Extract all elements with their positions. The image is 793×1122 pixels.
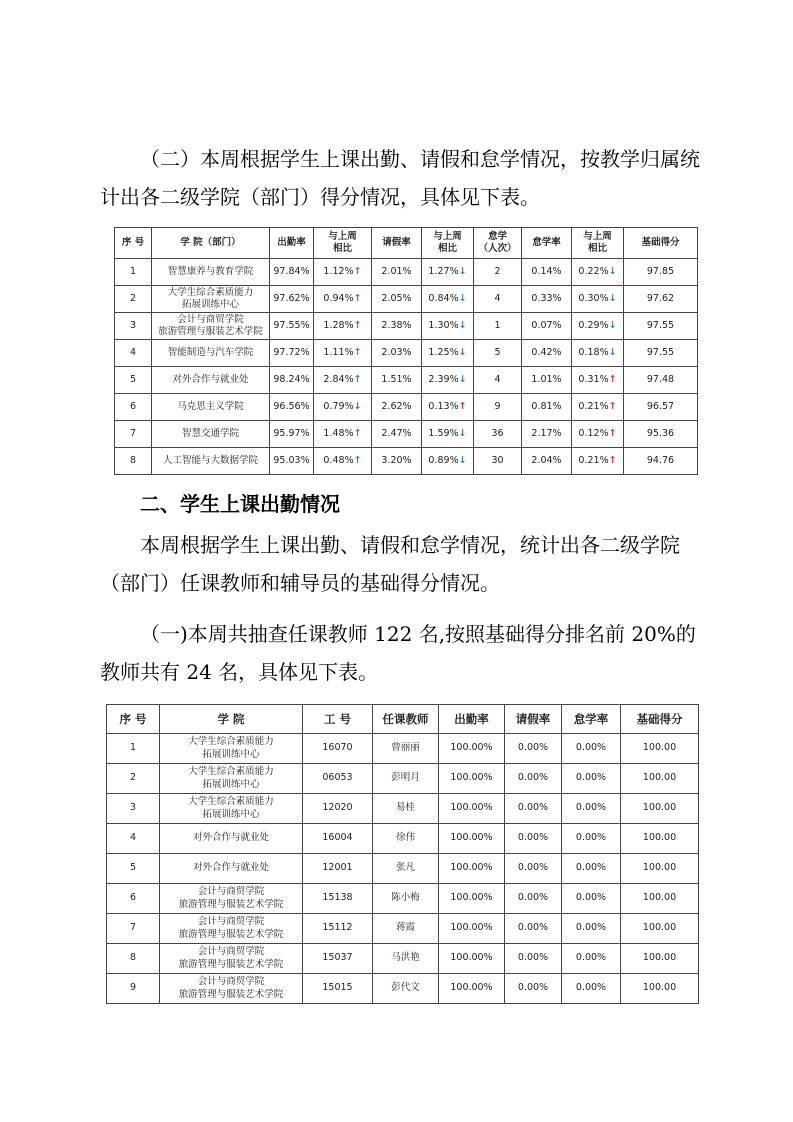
cell-college: 会计与商贸学院 旅游管理与服装艺术学院 [160, 914, 303, 944]
change-value: 0.13% [428, 400, 459, 412]
change-value: 0.89% [428, 454, 459, 466]
cell-truancy: 0.00% [562, 854, 621, 884]
table-row [107, 854, 699, 884]
header-cell: 怠学率 [522, 228, 572, 259]
arrow-up-icon: ↑ [608, 400, 617, 412]
cell-id: 15138 [303, 884, 373, 914]
cell-truancy: 2 [474, 259, 522, 286]
cell-att_change [314, 340, 372, 367]
cell-leave: 0.00% [505, 824, 562, 854]
cell-teacher: 陈小梅 [373, 884, 439, 914]
cell-id: 16070 [303, 734, 373, 764]
cell-teacher: 张凡 [373, 854, 439, 884]
cell-score: 97.62 [624, 286, 698, 313]
cell-leave_change [422, 313, 474, 340]
cell-score: 100.00 [621, 914, 699, 944]
cell-teacher: 马洪艳 [373, 944, 439, 974]
header-cell: 怠学率 [562, 705, 621, 734]
cell-no: 4 [115, 340, 152, 367]
header-cell: 与上周 相比 [314, 228, 372, 259]
cell-attendance: 100.00% [439, 914, 505, 944]
cell-teacher: 彭明月 [373, 764, 439, 794]
cell-no: 8 [115, 448, 152, 475]
cell-leave_change [422, 367, 474, 394]
cell-college: 会计与商贸学院 旅游管理与服装艺术学院 [160, 974, 303, 1004]
cell-tr_change [572, 340, 624, 367]
table-row [107, 944, 699, 974]
cell-att_change [314, 367, 372, 394]
cell-leave_change [422, 340, 474, 367]
cell-truancy: 0.00% [562, 824, 621, 854]
cell-truancy_rate: 0.81% [522, 394, 572, 421]
cell-college: 会计与商贸学院 旅游管理与服装艺术学院 [152, 313, 270, 340]
cell-att_change [314, 448, 372, 475]
cell-leave: 0.00% [505, 914, 562, 944]
change-value: 0.31% [578, 373, 609, 385]
cell-no: 8 [107, 944, 160, 974]
cell-leave: 0.00% [505, 974, 562, 1004]
arrow-up-icon: ↑ [353, 319, 362, 331]
arrow-up-icon: ↑ [353, 265, 362, 277]
change-value: 0.12% [578, 427, 609, 439]
change-value: 0.18% [578, 346, 609, 358]
change-value: 1.59% [428, 427, 459, 439]
cell-truancy_rate: 0.07% [522, 313, 572, 340]
cell-leave_change [422, 448, 474, 475]
cell-leave: 1.51% [372, 367, 422, 394]
cell-leave: 0.00% [505, 884, 562, 914]
cell-score: 97.55 [624, 313, 698, 340]
cell-leave: 0.00% [505, 764, 562, 794]
college-score-table [114, 227, 698, 475]
change-value: 0.22% [578, 265, 609, 277]
header-cell: 请假率 [505, 705, 562, 734]
cell-attendance: 100.00% [439, 764, 505, 794]
header-cell: 序 号 [115, 228, 152, 259]
arrow-down-icon: ↓ [458, 319, 467, 331]
arrow-down-icon: ↓ [608, 319, 617, 331]
cell-att_change [314, 286, 372, 313]
teacher-summary-paragraph: （一)本周共抽查任课教师 122 名,按照基础得分排名前 20%的教师共有 24 名，具体见下表。 [100, 622, 696, 684]
cell-score: 100.00 [621, 974, 699, 1004]
cell-truancy: 5 [474, 340, 522, 367]
change-value: 0.21% [578, 400, 609, 412]
arrow-up-icon: ↑ [608, 373, 617, 385]
cell-score: 95.36 [624, 421, 698, 448]
cell-truancy_rate: 2.04% [522, 448, 572, 475]
cell-leave: 0.00% [505, 854, 562, 884]
cell-truancy: 0.00% [562, 764, 621, 794]
cell-truancy_rate: 2.17% [522, 421, 572, 448]
cell-teacher: 曾丽丽 [373, 734, 439, 764]
table-row [107, 914, 699, 944]
cell-truancy: 0.00% [562, 884, 621, 914]
change-value: 1.11% [323, 346, 354, 358]
change-value: 0.21% [578, 454, 609, 466]
cell-no: 7 [115, 421, 152, 448]
cell-college: 大学生综合素质能力 拓展训练中心 [160, 764, 303, 794]
table-row [115, 394, 698, 421]
arrow-up-icon: ↑ [608, 454, 617, 466]
cell-attendance: 100.00% [439, 854, 505, 884]
table-header-row [115, 228, 698, 259]
cell-tr_change [572, 313, 624, 340]
cell-truancy: 0.00% [562, 974, 621, 1004]
cell-truancy: 4 [474, 367, 522, 394]
cell-leave_change [422, 421, 474, 448]
table-row [115, 448, 698, 475]
cell-tr_change [572, 259, 624, 286]
table-row [107, 794, 699, 824]
change-value: 1.48% [323, 427, 354, 439]
cell-score: 100.00 [621, 764, 699, 794]
cell-no: 6 [115, 394, 152, 421]
cell-college: 马克思主义学院 [152, 394, 270, 421]
cell-truancy: 0.00% [562, 734, 621, 764]
cell-id: 15015 [303, 974, 373, 1004]
cell-college: 智慧交通学院 [152, 421, 270, 448]
header-cell: 与上周 相比 [572, 228, 624, 259]
cell-attendance: 96.56% [270, 394, 314, 421]
cell-college: 会计与商贸学院 旅游管理与服装艺术学院 [160, 884, 303, 914]
arrow-up-icon: ↑ [353, 373, 362, 385]
cell-college: 智能制造与汽车学院 [152, 340, 270, 367]
cell-tr_change [572, 367, 624, 394]
cell-score: 94.76 [624, 448, 698, 475]
cell-no: 2 [115, 286, 152, 313]
cell-id: 12020 [303, 794, 373, 824]
cell-score: 96.57 [624, 394, 698, 421]
cell-id: 12001 [303, 854, 373, 884]
header-cell: 学 院 [160, 705, 303, 734]
arrow-down-icon: ↓ [458, 427, 467, 439]
cell-no: 5 [107, 854, 160, 884]
cell-att_change [314, 394, 372, 421]
arrow-down-icon: ↓ [608, 292, 617, 304]
table-row [115, 259, 698, 286]
cell-score: 100.00 [621, 854, 699, 884]
change-value: 2.39% [428, 373, 459, 385]
header-cell: 工 号 [303, 705, 373, 734]
arrow-up-icon: ↑ [608, 427, 617, 439]
change-value: 1.27% [428, 265, 459, 277]
cell-truancy: 0.00% [562, 914, 621, 944]
cell-truancy: 4 [474, 286, 522, 313]
table-row [107, 974, 699, 1004]
cell-no: 2 [107, 764, 160, 794]
cell-score: 100.00 [621, 884, 699, 914]
cell-truancy_rate: 0.33% [522, 286, 572, 313]
table-row [107, 884, 699, 914]
cell-college: 大学生综合素质能力 拓展训练中心 [152, 286, 270, 313]
cell-tr_change [572, 421, 624, 448]
cell-truancy_rate: 1.01% [522, 367, 572, 394]
header-cell: 基础得分 [624, 228, 698, 259]
arrow-up-icon: ↑ [353, 427, 362, 439]
cell-attendance: 95.03% [270, 448, 314, 475]
header-cell: 基础得分 [621, 705, 699, 734]
cell-score: 97.48 [624, 367, 698, 394]
cell-no: 7 [107, 914, 160, 944]
cell-leave_change [422, 286, 474, 313]
cell-truancy: 30 [474, 448, 522, 475]
cell-college: 对外合作与就业处 [160, 824, 303, 854]
cell-score: 100.00 [621, 824, 699, 854]
header-cell: 出勤率 [439, 705, 505, 734]
change-value: 0.94% [323, 292, 354, 304]
header-cell: 与上周 相比 [422, 228, 474, 259]
cell-no: 6 [107, 884, 160, 914]
cell-teacher: 易桂 [373, 794, 439, 824]
cell-id: 16004 [303, 824, 373, 854]
change-value: 0.48% [323, 454, 354, 466]
arrow-down-icon: ↓ [353, 400, 362, 412]
cell-attendance: 100.00% [439, 944, 505, 974]
cell-attendance: 100.00% [439, 974, 505, 1004]
cell-truancy: 1 [474, 313, 522, 340]
cell-no: 1 [115, 259, 152, 286]
cell-college: 对外合作与就业处 [160, 854, 303, 884]
cell-attendance: 97.84% [270, 259, 314, 286]
cell-leave: 2.03% [372, 340, 422, 367]
cell-no: 4 [107, 824, 160, 854]
arrow-down-icon: ↓ [458, 292, 467, 304]
cell-truancy: 9 [474, 394, 522, 421]
cell-leave_change [422, 259, 474, 286]
arrow-down-icon: ↓ [458, 373, 467, 385]
table-row [115, 313, 698, 340]
cell-teacher: 蒋霞 [373, 914, 439, 944]
change-value: 0.84% [428, 292, 459, 304]
cell-teacher: 彭代文 [373, 974, 439, 1004]
section-heading: 二、学生上课出勤情况 [140, 492, 340, 516]
cell-leave: 0.00% [505, 794, 562, 824]
cell-no: 5 [115, 367, 152, 394]
cell-attendance: 97.72% [270, 340, 314, 367]
cell-college: 会计与商贸学院 旅游管理与服装艺术学院 [160, 944, 303, 974]
table-row [115, 340, 698, 367]
table-header-row [107, 705, 699, 734]
table-row [107, 734, 699, 764]
change-value: 1.25% [428, 346, 459, 358]
cell-att_change [314, 313, 372, 340]
cell-attendance: 97.55% [270, 313, 314, 340]
cell-truancy_rate: 0.42% [522, 340, 572, 367]
summary-paragraph: 本周根据学生上课出勤、请假和怠学情况，统计出各二级学院（部门）任课教师和辅导员的基础得分情况。 [100, 533, 680, 595]
cell-attendance: 100.00% [439, 824, 505, 854]
cell-college: 大学生综合素质能力 拓展训练中心 [160, 794, 303, 824]
change-value: 1.30% [428, 319, 459, 331]
change-value: 1.28% [323, 319, 354, 331]
cell-tr_change [572, 448, 624, 475]
cell-id: 15037 [303, 944, 373, 974]
arrow-down-icon: ↓ [608, 346, 617, 358]
cell-leave_change [422, 394, 474, 421]
cell-leave: 0.00% [505, 734, 562, 764]
change-value: 0.79% [323, 400, 354, 412]
cell-leave: 0.00% [505, 944, 562, 974]
arrow-up-icon: ↑ [353, 346, 362, 358]
table-row [115, 367, 698, 394]
cell-att_change [314, 421, 372, 448]
intro-paragraph: （二）本周根据学生上课出勤、请假和怠学情况，按教学归属统计出各二级学院（部门）得分情况，具体见下表。 [100, 147, 700, 209]
cell-no: 3 [107, 794, 160, 824]
header-cell: 任课教师 [373, 705, 439, 734]
table-row [115, 421, 698, 448]
cell-id: 06053 [303, 764, 373, 794]
cell-no: 9 [107, 974, 160, 1004]
arrow-up-icon: ↑ [458, 400, 467, 412]
cell-id: 15112 [303, 914, 373, 944]
arrow-down-icon: ↓ [458, 265, 467, 277]
cell-tr_change [572, 286, 624, 313]
table-row [115, 286, 698, 313]
cell-college: 人工智能与大数据学院 [152, 448, 270, 475]
arrow-down-icon: ↓ [458, 346, 467, 358]
cell-college: 智慧康养与教育学院 [152, 259, 270, 286]
cell-attendance: 100.00% [439, 794, 505, 824]
cell-truancy: 36 [474, 421, 522, 448]
change-value: 0.29% [578, 319, 609, 331]
cell-score: 100.00 [621, 794, 699, 824]
cell-leave: 2.01% [372, 259, 422, 286]
cell-college: 大学生综合素质能力 拓展训练中心 [160, 734, 303, 764]
cell-no: 1 [107, 734, 160, 764]
cell-college: 对外合作与就业处 [152, 367, 270, 394]
change-value: 1.12% [323, 265, 354, 277]
cell-score: 100.00 [621, 944, 699, 974]
cell-attendance: 98.24% [270, 367, 314, 394]
header-cell: 请假率 [372, 228, 422, 259]
cell-attendance: 100.00% [439, 734, 505, 764]
table-row [107, 764, 699, 794]
change-value: 2.84% [323, 373, 354, 385]
arrow-down-icon: ↓ [458, 454, 467, 466]
header-cell: 学 院（部门） [152, 228, 270, 259]
change-value: 0.30% [578, 292, 609, 304]
header-cell: 出勤率 [270, 228, 314, 259]
cell-att_change [314, 259, 372, 286]
arrow-up-icon: ↑ [353, 454, 362, 466]
cell-no: 3 [115, 313, 152, 340]
arrow-down-icon: ↓ [608, 265, 617, 277]
teacher-score-table [106, 704, 699, 1004]
cell-leave: 2.62% [372, 394, 422, 421]
cell-attendance: 100.00% [439, 884, 505, 914]
cell-leave: 3.20% [372, 448, 422, 475]
cell-attendance: 95.97% [270, 421, 314, 448]
cell-leave: 2.38% [372, 313, 422, 340]
cell-leave: 2.47% [372, 421, 422, 448]
cell-score: 97.85 [624, 259, 698, 286]
cell-score: 97.55 [624, 340, 698, 367]
table-row [107, 824, 699, 854]
header-cell: 怠学 （人次） [474, 228, 522, 259]
cell-truancy: 0.00% [562, 944, 621, 974]
cell-attendance: 97.62% [270, 286, 314, 313]
header-cell: 序 号 [107, 705, 160, 734]
cell-score: 100.00 [621, 734, 699, 764]
cell-tr_change [572, 394, 624, 421]
cell-truancy: 0.00% [562, 794, 621, 824]
cell-truancy_rate: 0.14% [522, 259, 572, 286]
arrow-up-icon: ↑ [353, 292, 362, 304]
cell-leave: 2.05% [372, 286, 422, 313]
cell-teacher: 徐伟 [373, 824, 439, 854]
